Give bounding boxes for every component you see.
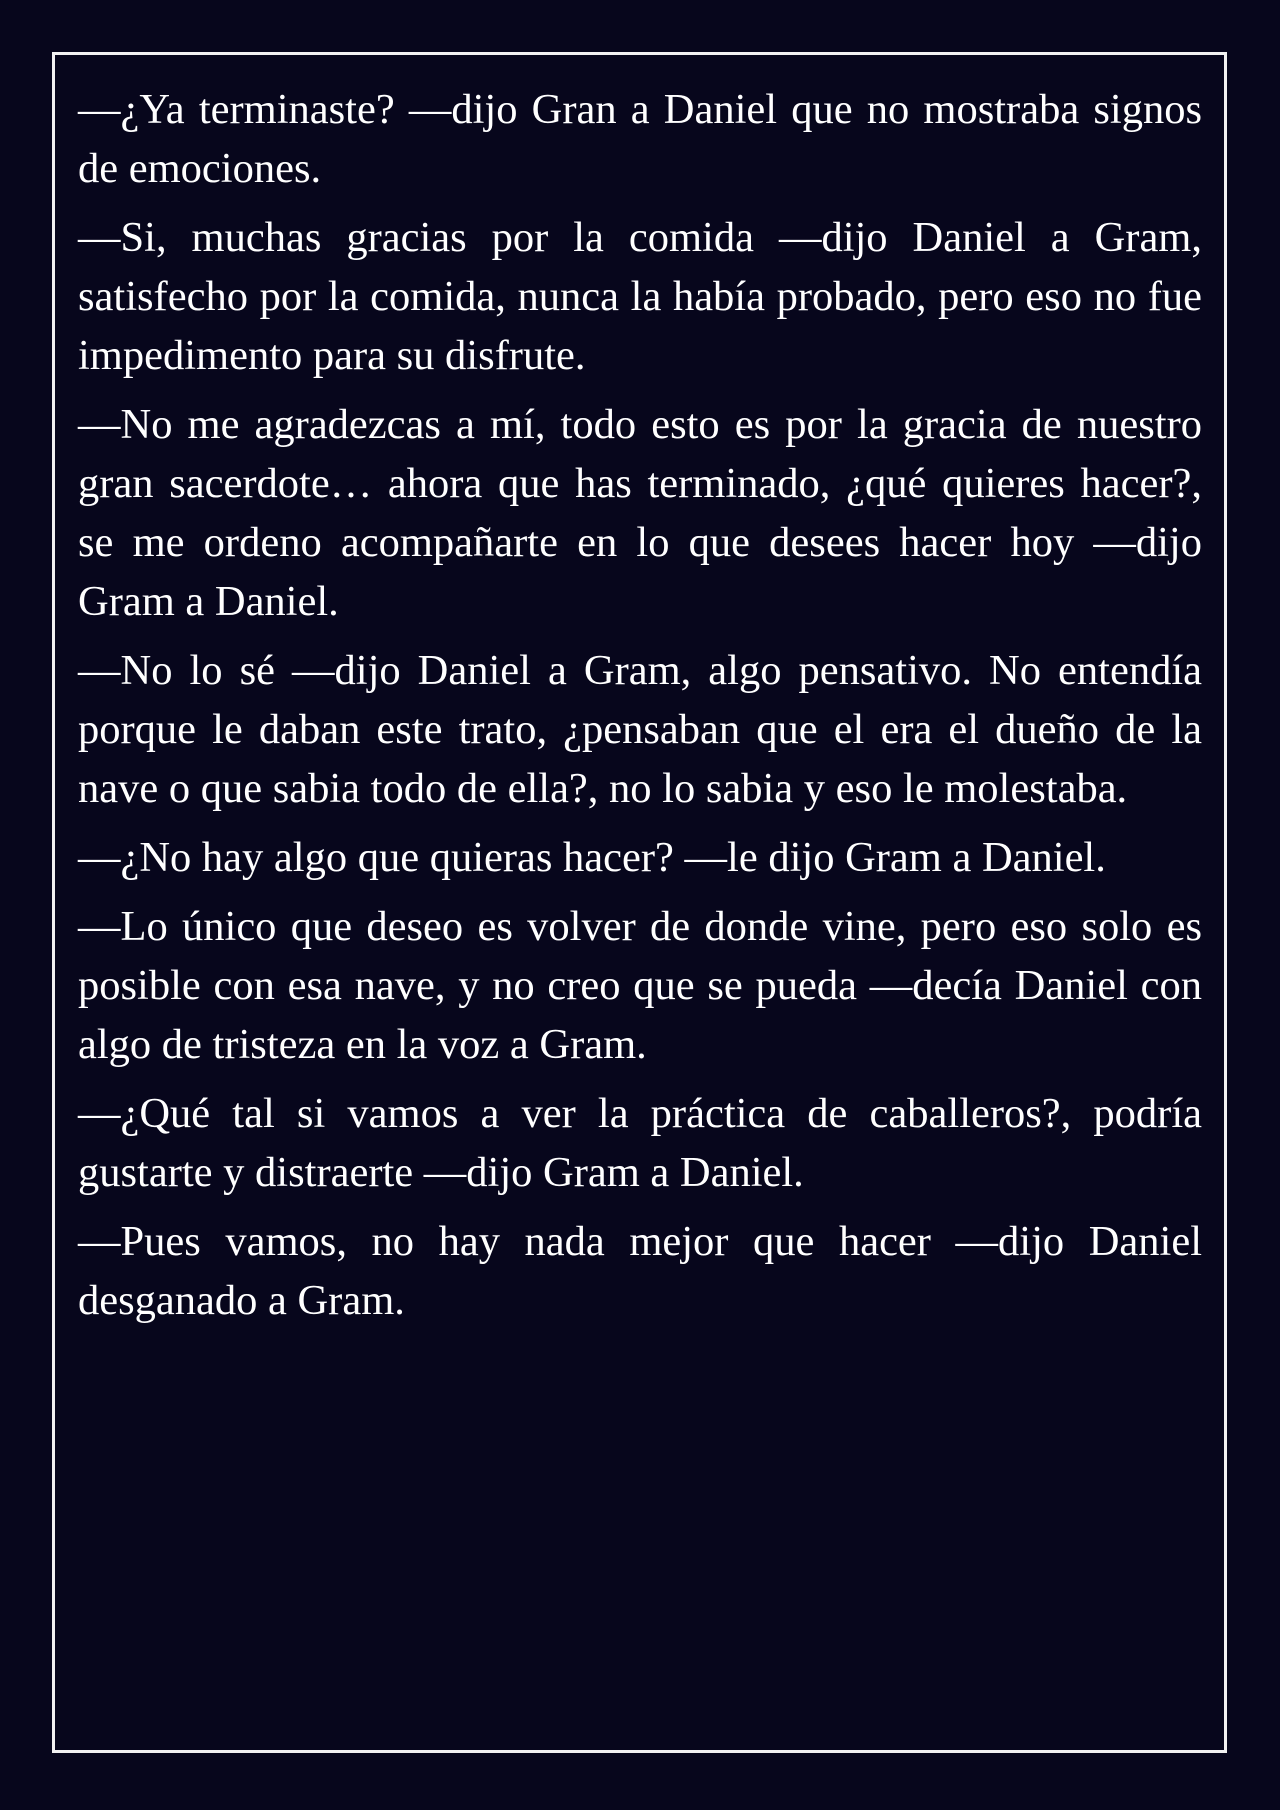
story-text — [78, 80, 1202, 1340]
paragraph: —Lo único que deseo es volver de donde vine, pero eso solo es posible con esa nave, y no creo que se pueda —decía Daniel con algo de tristeza en la voz a Gram. — [78, 903, 1202, 1068]
paragraph: —¿Ya terminaste? —dijo Gran a Daniel que no mostraba signos de emociones. — [78, 86, 1202, 192]
paragraph: —Pues vamos, no hay nada mejor que hacer —dijo Daniel desganado a Gram. — [78, 1218, 1202, 1324]
paragraph: —¿No hay algo que quieras hacer? —le dijo Gram a Daniel. — [78, 834, 1106, 881]
paragraph: —No lo sé —dijo Daniel a Gram, algo pensativo. No entendía porque le daban este trato, ¿pensaban que el era el dueño de la nave o que sabia todo de ella?, no lo sabia y eso le molestaba. — [78, 647, 1202, 812]
paragraph: —¿Qué tal si vamos a ver la práctica de caballeros?, podría gustarte y distraerte —dijo Gram a Daniel. — [78, 1090, 1202, 1196]
paragraph: —Si, muchas gracias por la comida —dijo Daniel a Gram, satisfecho por la comida, nunca la había probado, pero eso no fue impedimento para su disfrute. — [78, 214, 1202, 379]
paragraph: —No me agradezcas a mí, todo esto es por la gracia de nuestro gran sacerdote… ahora que has terminado, ¿qué quieres hacer?, se me ordeno acompañarte en lo que desees hacer hoy —dijo Gram a Daniel. — [78, 401, 1202, 625]
